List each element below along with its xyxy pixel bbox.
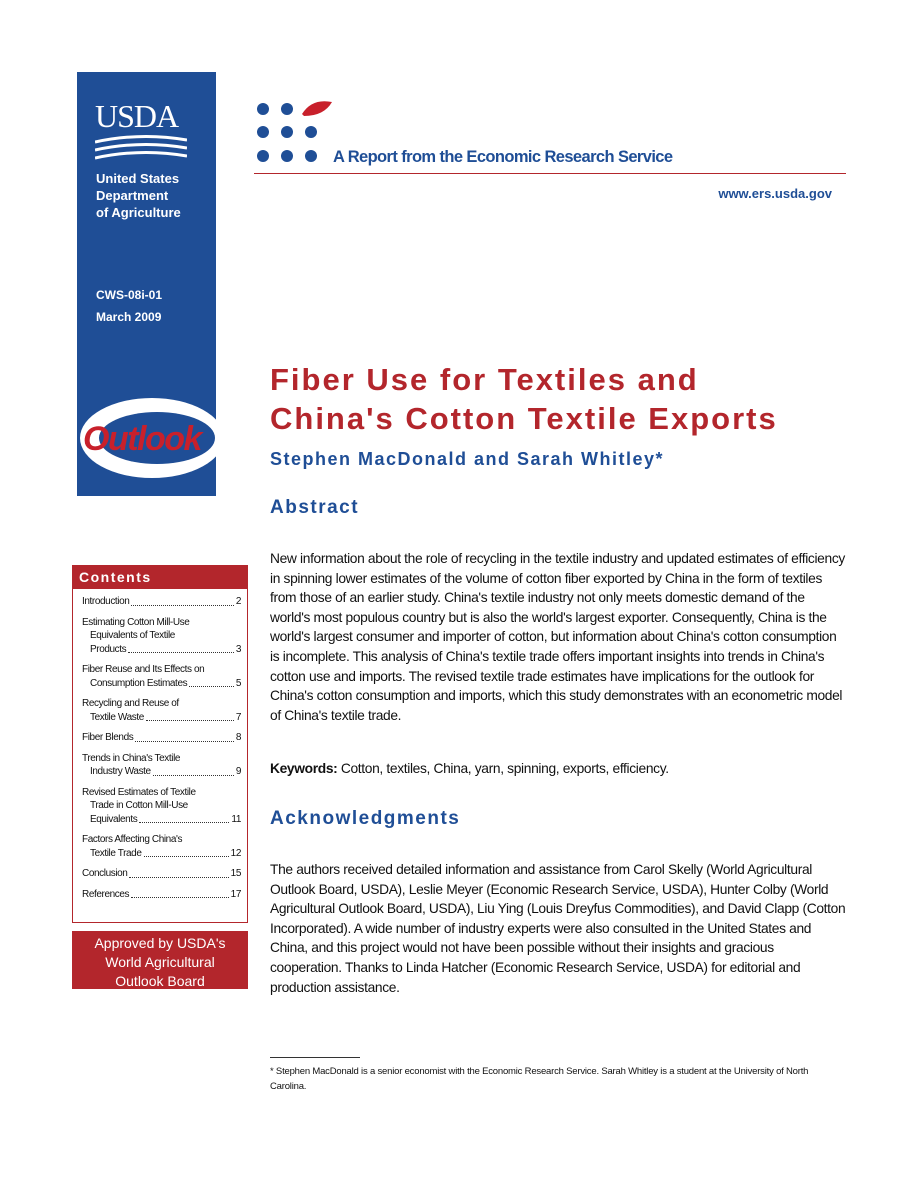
toc-entry[interactable] <box>82 697 241 724</box>
usda-logo <box>95 100 187 164</box>
table-of-contents <box>72 565 248 923</box>
toc-entry-line <box>82 867 241 881</box>
toc-page-number: 11 <box>231 813 241 825</box>
toc-entry-line <box>82 663 241 677</box>
toc-entry[interactable] <box>82 663 241 690</box>
publication-info <box>96 284 162 328</box>
toc-entry-line <box>82 677 241 691</box>
toc-page-number: 2 <box>235 596 241 607</box>
approval-line: Approved by USDA's <box>94 935 226 951</box>
keywords <box>270 761 848 776</box>
toc-entry-line <box>82 888 241 902</box>
toc-entry-line <box>82 847 241 861</box>
approval-line: Outlook Board <box>115 973 205 989</box>
agency-line: Department <box>96 188 169 203</box>
toc-leader-dots <box>135 741 233 742</box>
usda-cover-panel <box>77 72 216 496</box>
keywords-label: Keywords: <box>270 761 338 776</box>
toc-leader-dots <box>129 877 228 878</box>
report-tagline: A Report from the Economic Research Service <box>333 148 673 166</box>
toc-entry-title: Trade in Cotton Mill-Use <box>90 800 188 811</box>
toc-entry[interactable] <box>82 833 241 860</box>
approval-badge <box>72 931 248 989</box>
toc-entry-title: Fiber Blends <box>82 732 134 743</box>
keywords-text: Cotton, textiles, China, yarn, spinning, exports, efficiency. <box>340 761 669 776</box>
toc-leader-dots <box>189 686 234 687</box>
toc-entry-title: References <box>82 888 130 900</box>
toc-entry-title: Introduction <box>82 596 130 607</box>
footnote-divider <box>270 1057 360 1058</box>
toc-entry-title: Estimating Cotton Mill-Use <box>82 616 190 628</box>
publication-code: CWS-08i-01 <box>96 288 163 302</box>
toc-entry[interactable] <box>82 786 241 827</box>
toc-entry-line <box>82 731 241 745</box>
acknowledgments-text: The authors received detailed information and assistance from Carol Skelly (World Agricultural Outlook Board, USDA), Leslie Meyer (Economic Research Service, USDA), Hunter Colby (World Agricultural Outlook Board, USDA), Liu Ying (Louis Dreyfus Commodities), and David Clapp (Cotton Incorporated). A wide number of industry experts were also consulted in the United States and China, and this project would not have been possible without their insights and gracious cooperation. Thanks to Linda Hatcher (Economic Research Service, USDA) for editorial and production assistance. <box>270 862 846 995</box>
ers-dots-logo <box>256 100 334 164</box>
toc-entry-title: Consumption Estimates <box>90 677 188 689</box>
agency-name <box>96 170 181 221</box>
usda-swoosh-icon <box>95 134 187 164</box>
outlook-logo <box>77 388 216 488</box>
toc-entry-title: Fiber Reuse and Its Effects on <box>82 664 205 675</box>
toc-entry-line <box>82 643 241 657</box>
toc-page-number: 3 <box>235 643 241 655</box>
toc-entry-title: Equivalents of Textile <box>90 630 175 641</box>
toc-entry-line <box>82 833 241 847</box>
abstract-text: New information about the role of recycling in the textile industry and updated estimates of efficiency in spinning lower estimates of the volume of cotton fiber exported by China in the form of textiles from those of an earlier study. China's textile industry not only meets domestic demand of the world's most populous country but is also the world's largest exporter. Consequently, China is the world's largest consumer and importer of cotton, but information about China's cotton consumption is incomplete. This analysis of China's textile trade offers important insights into trends in China's cotton use and imports. The revised textile trade estimates have implications for the outlook for China's cotton consumption and imports, which this study demonstrates with an econometric model of China's textile trade. <box>270 551 845 723</box>
toc-entry-line <box>82 799 241 813</box>
toc-page-number: 7 <box>235 711 241 723</box>
toc-entry-title: Textile Trade <box>90 847 142 859</box>
toc-leader-dots <box>146 720 234 721</box>
toc-page-number: 9 <box>235 766 241 777</box>
toc-leader-dots <box>131 897 229 898</box>
toc-entry-line <box>82 629 241 643</box>
title-line-1: Fiber Use for Textiles and <box>270 362 699 397</box>
agency-line: of Agriculture <box>96 205 181 220</box>
acknowledgments-heading: Acknowledgments <box>270 808 461 829</box>
toc-entry[interactable] <box>82 616 241 657</box>
toc-leader-dots <box>153 775 234 776</box>
title-line-2: China's Cotton Textile Exports <box>270 401 778 436</box>
usda-logo-text: USDA <box>95 98 179 134</box>
toc-entry[interactable] <box>82 888 241 902</box>
toc-entry-line <box>82 711 241 725</box>
toc-entry-line <box>82 616 241 630</box>
toc-entry-title: Products <box>90 643 127 655</box>
toc-entry-line <box>82 786 241 800</box>
authors: Stephen MacDonald and Sarah Whitley* <box>270 449 665 469</box>
toc-entry-title: Recycling and Reuse of <box>82 698 179 709</box>
toc-leader-dots <box>144 856 229 857</box>
outlook-logo-text: Outlook <box>83 420 201 458</box>
abstract-heading: Abstract <box>270 497 360 518</box>
toc-entry-line <box>82 595 241 609</box>
toc-entry-line <box>82 697 241 711</box>
toc-page-number: 17 <box>230 888 241 900</box>
toc-page-number: 8 <box>235 732 241 743</box>
toc-entry[interactable] <box>82 752 241 779</box>
author-footnote: * Stephen MacDonald is a senior economist with the Economic Research Service. Sarah Whitley is a student at the University of North Carolina. <box>270 1066 809 1092</box>
report-title <box>270 360 778 438</box>
contents-heading: Contents <box>72 565 248 589</box>
toc-entry-title: Conclusion <box>82 868 128 879</box>
toc-entry[interactable] <box>82 595 241 609</box>
toc-page-number: 5 <box>235 677 241 689</box>
header-divider <box>254 173 846 174</box>
toc-entry-title: Trends in China's Textile <box>82 752 181 764</box>
publication-date: March 2009 <box>96 310 162 324</box>
toc-leader-dots <box>128 652 234 653</box>
toc-entry[interactable] <box>82 731 241 745</box>
approval-line: World Agricultural <box>105 954 215 970</box>
toc-entry[interactable] <box>82 867 241 881</box>
toc-page-number: 12 <box>230 847 241 859</box>
toc-leader-dots <box>139 822 229 823</box>
agency-line: United States <box>96 171 180 186</box>
toc-page-number: 15 <box>230 868 241 879</box>
toc-entry-line <box>82 752 241 766</box>
toc-entry-title: Factors Affecting China's <box>82 834 183 845</box>
toc-entry-line <box>82 813 241 827</box>
toc-entry-line <box>82 765 241 779</box>
toc-entry-title: Textile Waste <box>90 711 144 723</box>
toc-leader-dots <box>131 605 233 606</box>
contents-list <box>72 589 248 923</box>
toc-entry-title: Revised Estimates of Textile <box>82 786 196 798</box>
toc-entry-title: Equivalents <box>90 813 138 825</box>
ers-website-link[interactable]: www.ers.usda.gov <box>718 186 832 201</box>
toc-entry-title: Industry Waste <box>90 766 151 777</box>
